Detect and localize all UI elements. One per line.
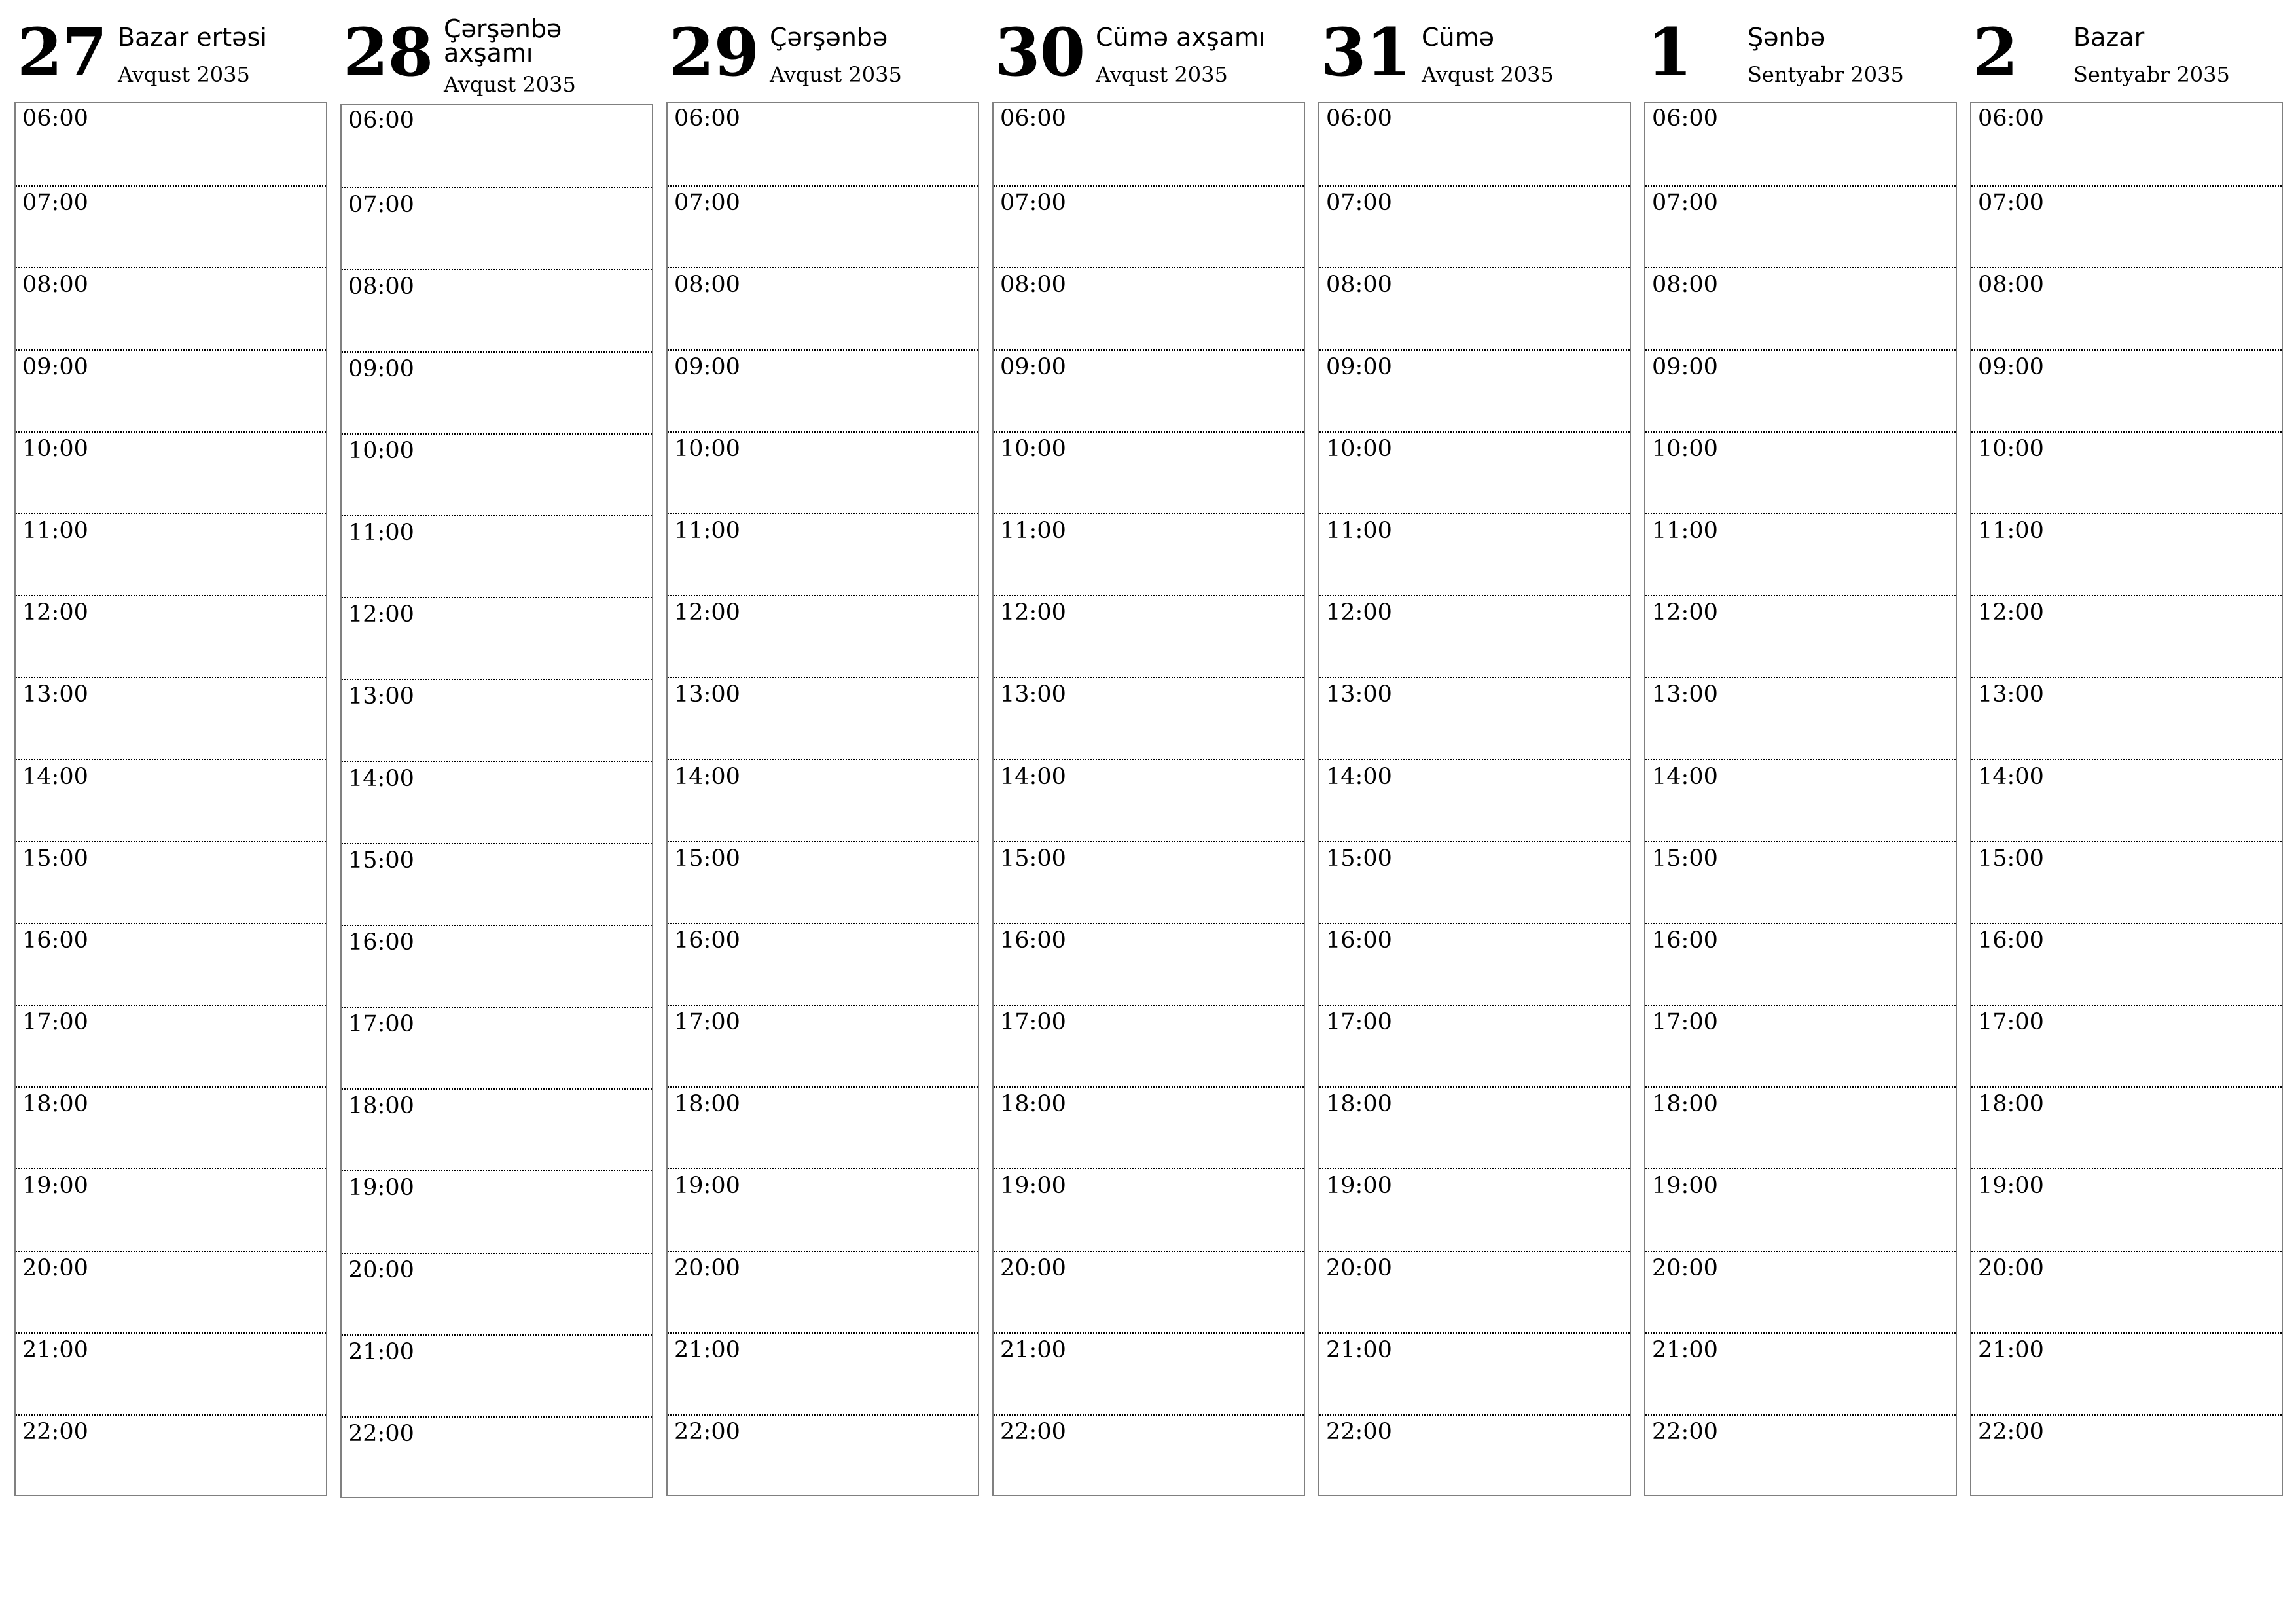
time-label: 14:00: [1978, 763, 2044, 790]
time-label: 18:00: [1326, 1091, 1392, 1118]
time-label: 10:00: [1326, 435, 1392, 462]
time-label: 15:00: [674, 845, 740, 872]
day-number: 28: [343, 14, 433, 91]
time-label: 06:00: [1326, 105, 1392, 132]
day-column: [1318, 0, 1631, 1445]
time-slot[interactable]: [668, 841, 978, 923]
time-label: 13:00: [1000, 681, 1066, 708]
time-label: 11:00: [348, 519, 414, 546]
time-slot[interactable]: [16, 923, 326, 1005]
time-slot[interactable]: [668, 1168, 978, 1250]
time-slot[interactable]: [1645, 349, 1956, 431]
time-label: 19:00: [674, 1173, 740, 1200]
time-slot[interactable]: [1319, 759, 1630, 841]
time-slot[interactable]: [1319, 431, 1630, 513]
time-label: 07:00: [22, 190, 88, 217]
time-label: 07:00: [1652, 190, 1718, 217]
time-slot[interactable]: [342, 269, 652, 351]
time-slot[interactable]: [1319, 513, 1630, 595]
month-year: Sentyabr 2035: [2073, 62, 2230, 87]
day-number: 1: [1647, 14, 1692, 91]
time-slot[interactable]: [16, 431, 326, 513]
time-label: 22:00: [1326, 1419, 1392, 1445]
day-column: [666, 0, 979, 1445]
time-slot[interactable]: [994, 431, 1304, 513]
time-label: 19:00: [348, 1175, 414, 1202]
time-slot[interactable]: [994, 1086, 1304, 1168]
time-slot[interactable]: [1319, 1168, 1630, 1250]
time-label: 11:00: [1652, 517, 1718, 544]
weekday-name: Çərşənbə: [770, 23, 888, 52]
time-label: 15:00: [1000, 845, 1066, 872]
time-label: 21:00: [22, 1336, 88, 1363]
time-label: 07:00: [1978, 190, 2044, 217]
time-slot[interactable]: [1971, 185, 2282, 267]
time-label: 11:00: [1326, 517, 1392, 544]
time-label: 17:00: [348, 1011, 414, 1038]
time-label: 17:00: [1000, 1009, 1066, 1036]
time-slot[interactable]: [668, 1251, 978, 1332]
time-slot[interactable]: [1971, 923, 2282, 1005]
time-label: 12:00: [348, 601, 414, 628]
time-slot[interactable]: [342, 679, 652, 760]
time-slot[interactable]: [1971, 267, 2282, 349]
time-label: 06:00: [1000, 105, 1066, 132]
time-label: 15:00: [1978, 845, 2044, 872]
time-label: 08:00: [348, 274, 414, 300]
time-slot[interactable]: [1645, 841, 1956, 923]
time-slot[interactable]: [342, 925, 652, 1007]
time-slot[interactable]: [668, 1086, 978, 1168]
time-label: 09:00: [1000, 353, 1066, 380]
time-label: 21:00: [1652, 1336, 1718, 1363]
time-label: 13:00: [1978, 681, 2044, 708]
time-slot[interactable]: [994, 1332, 1304, 1414]
time-label: 21:00: [1000, 1336, 1066, 1363]
time-label: 16:00: [22, 927, 88, 954]
time-label: 22:00: [1000, 1419, 1066, 1445]
time-slot[interactable]: [1971, 1414, 2282, 1496]
time-slot[interactable]: [1645, 1086, 1956, 1168]
time-label: 06:00: [674, 105, 740, 132]
time-slot[interactable]: [1645, 759, 1956, 841]
time-label: 14:00: [674, 763, 740, 790]
time-slot[interactable]: [16, 1414, 326, 1496]
time-label: 11:00: [674, 517, 740, 544]
time-label: 20:00: [1326, 1255, 1392, 1281]
time-label: 15:00: [348, 847, 414, 874]
time-label: 19:00: [22, 1173, 88, 1200]
time-label: 16:00: [1326, 927, 1392, 954]
time-label: 09:00: [1978, 353, 2044, 380]
time-slot[interactable]: [342, 761, 652, 843]
time-label: 15:00: [1326, 845, 1392, 872]
time-label: 06:00: [1978, 105, 2044, 132]
time-label: 13:00: [674, 681, 740, 708]
time-slot[interactable]: [668, 431, 978, 513]
time-label: 12:00: [22, 599, 88, 626]
time-label: 20:00: [1978, 1255, 2044, 1281]
time-slot[interactable]: [1971, 349, 2282, 431]
time-slot[interactable]: [1971, 677, 2282, 758]
time-label: 18:00: [674, 1091, 740, 1118]
time-slot[interactable]: [16, 677, 326, 758]
time-slot[interactable]: [1319, 1332, 1630, 1414]
time-label: 08:00: [1978, 272, 2044, 298]
time-slot[interactable]: [994, 103, 1304, 185]
time-label: 20:00: [1000, 1255, 1066, 1281]
time-label: 14:00: [1326, 763, 1392, 790]
hour-grid: [340, 104, 653, 1498]
day-header: [1644, 0, 1957, 102]
time-label: 14:00: [1652, 763, 1718, 790]
weekday-name: Cümə axşamı: [1096, 23, 1266, 52]
time-label: 11:00: [1000, 517, 1066, 544]
weekday-name: Çərşənbə axşamı: [444, 14, 562, 68]
time-label: 10:00: [348, 437, 414, 464]
time-slot[interactable]: [1645, 923, 1956, 1005]
time-slot[interactable]: [668, 103, 978, 185]
time-label: 06:00: [348, 107, 414, 134]
time-slot[interactable]: [1319, 1005, 1630, 1086]
day-header: [992, 0, 1305, 102]
weekday-name: Cümə: [1422, 23, 1495, 52]
day-column: [1644, 0, 1957, 1445]
time-slot[interactable]: [1971, 759, 2282, 841]
time-slot[interactable]: [1645, 1168, 1956, 1250]
time-slot[interactable]: [1645, 1414, 1956, 1496]
time-slot[interactable]: [1971, 1005, 2282, 1086]
time-slot[interactable]: [994, 267, 1304, 349]
hour-grid: [992, 102, 1305, 1496]
time-label: 08:00: [1652, 272, 1718, 298]
time-label: 13:00: [22, 681, 88, 708]
time-slot[interactable]: [1645, 595, 1956, 677]
time-slot[interactable]: [994, 185, 1304, 267]
time-slot[interactable]: [994, 1005, 1304, 1086]
time-slot[interactable]: [1645, 513, 1956, 595]
time-slot[interactable]: [342, 1170, 652, 1252]
time-slot[interactable]: [668, 677, 978, 758]
time-slot[interactable]: [668, 1332, 978, 1414]
month-year: Avqust 2035: [444, 72, 576, 97]
time-slot[interactable]: [16, 103, 326, 185]
time-slot[interactable]: [994, 349, 1304, 431]
time-label: 12:00: [674, 599, 740, 626]
time-label: 13:00: [1652, 681, 1718, 708]
time-label: 14:00: [348, 765, 414, 792]
time-label: 10:00: [22, 435, 88, 462]
time-label: 09:00: [22, 353, 88, 380]
time-slot[interactable]: [16, 513, 326, 595]
hour-grid: [14, 102, 327, 1496]
time-slot[interactable]: [1645, 185, 1956, 267]
time-slot[interactable]: [994, 841, 1304, 923]
month-year: Avqust 2035: [1422, 62, 1554, 87]
month-year: Avqust 2035: [770, 62, 902, 87]
time-slot[interactable]: [342, 1253, 652, 1334]
time-label: 19:00: [1652, 1173, 1718, 1200]
time-label: 15:00: [1652, 845, 1718, 872]
day-header: [14, 0, 327, 102]
time-label: 17:00: [1652, 1009, 1718, 1036]
time-slot[interactable]: [16, 1332, 326, 1414]
day-column: [992, 0, 1305, 1445]
time-slot[interactable]: [994, 1168, 1304, 1250]
time-label: 09:00: [1652, 353, 1718, 380]
time-label: 13:00: [348, 683, 414, 710]
time-label: 21:00: [674, 1336, 740, 1363]
time-slot[interactable]: [668, 595, 978, 677]
time-slot[interactable]: [1645, 1005, 1956, 1086]
day-header: [666, 0, 979, 102]
day-header: [1970, 0, 2283, 102]
time-slot[interactable]: [668, 1005, 978, 1086]
time-slot[interactable]: [1971, 1168, 2282, 1250]
time-slot[interactable]: [994, 1251, 1304, 1332]
weekday-name: Bazar ertəsi: [118, 23, 267, 52]
time-label: 19:00: [1326, 1173, 1392, 1200]
time-slot[interactable]: [1645, 431, 1956, 513]
time-label: 21:00: [1978, 1336, 2044, 1363]
time-label: 16:00: [1652, 927, 1718, 954]
time-label: 08:00: [1326, 272, 1392, 298]
time-label: 12:00: [1978, 599, 2044, 626]
time-slot[interactable]: [342, 1416, 652, 1498]
time-slot[interactable]: [16, 1005, 326, 1086]
time-slot[interactable]: [16, 267, 326, 349]
time-label: 18:00: [1978, 1091, 2044, 1118]
time-label: 10:00: [1000, 435, 1066, 462]
time-label: 16:00: [674, 927, 740, 954]
time-label: 06:00: [22, 105, 88, 132]
time-slot[interactable]: [342, 1334, 652, 1416]
time-label: 12:00: [1000, 599, 1066, 626]
month-year: Avqust 2035: [1096, 62, 1228, 87]
time-slot[interactable]: [1645, 267, 1956, 349]
time-slot[interactable]: [994, 677, 1304, 758]
time-slot[interactable]: [342, 187, 652, 269]
time-slot[interactable]: [1645, 1332, 1956, 1414]
time-slot[interactable]: [1319, 185, 1630, 267]
time-slot[interactable]: [668, 1414, 978, 1496]
weekday-name: Şənbə: [1748, 23, 1826, 52]
time-slot[interactable]: [1971, 595, 2282, 677]
time-slot[interactable]: [1319, 841, 1630, 923]
time-label: 18:00: [348, 1093, 414, 1120]
day-column: [340, 0, 653, 1447]
time-label: 16:00: [1000, 927, 1066, 954]
day-column: [14, 0, 327, 1445]
time-slot[interactable]: [16, 759, 326, 841]
time-label: 17:00: [1326, 1009, 1392, 1036]
time-slot[interactable]: [668, 349, 978, 431]
time-slot[interactable]: [668, 759, 978, 841]
day-header: [1318, 0, 1631, 102]
time-label: 18:00: [1652, 1091, 1718, 1118]
time-label: 10:00: [1652, 435, 1718, 462]
time-label: 08:00: [1000, 272, 1066, 298]
time-slot[interactable]: [994, 759, 1304, 841]
time-slot[interactable]: [994, 1414, 1304, 1496]
time-label: 09:00: [1326, 353, 1392, 380]
time-slot[interactable]: [1971, 1332, 2282, 1414]
day-number: 2: [1973, 14, 2018, 91]
time-slot[interactable]: [342, 597, 652, 679]
time-slot[interactable]: [1319, 1414, 1630, 1496]
time-label: 12:00: [1652, 599, 1718, 626]
time-label: 21:00: [348, 1338, 414, 1365]
time-label: 16:00: [348, 929, 414, 955]
time-slot[interactable]: [1319, 349, 1630, 431]
time-label: 22:00: [1652, 1419, 1718, 1445]
time-slot[interactable]: [1971, 513, 2282, 595]
time-slot[interactable]: [1971, 103, 2282, 185]
time-slot[interactable]: [1319, 1251, 1630, 1332]
time-slot[interactable]: [668, 267, 978, 349]
time-slot[interactable]: [342, 515, 652, 597]
time-slot[interactable]: [342, 351, 652, 433]
time-label: 13:00: [1326, 681, 1392, 708]
hour-grid: [1970, 102, 2283, 1496]
time-label: 18:00: [22, 1091, 88, 1118]
time-label: 07:00: [1326, 190, 1392, 217]
time-label: 07:00: [674, 190, 740, 217]
time-slot[interactable]: [1971, 1251, 2282, 1332]
time-slot[interactable]: [1645, 103, 1956, 185]
time-slot[interactable]: [16, 1086, 326, 1168]
time-label: 11:00: [22, 517, 88, 544]
day-header: [340, 0, 653, 102]
time-slot[interactable]: [1319, 923, 1630, 1005]
hour-grid: [1644, 102, 1957, 1496]
time-slot[interactable]: [1645, 1251, 1956, 1332]
time-slot[interactable]: [1319, 1086, 1630, 1168]
day-number: 31: [1321, 14, 1411, 91]
hour-grid: [1318, 102, 1631, 1496]
day-number: 29: [669, 14, 759, 91]
time-label: 22:00: [674, 1419, 740, 1445]
time-label: 20:00: [348, 1257, 414, 1283]
weekday-name: Bazar: [2073, 23, 2145, 52]
time-slot[interactable]: [1971, 431, 2282, 513]
time-label: 22:00: [1978, 1419, 2044, 1445]
time-slot[interactable]: [16, 1251, 326, 1332]
time-label: 10:00: [674, 435, 740, 462]
time-label: 07:00: [1000, 190, 1066, 217]
time-slot[interactable]: [16, 1168, 326, 1250]
time-slot[interactable]: [1645, 677, 1956, 758]
time-slot[interactable]: [16, 185, 326, 267]
time-label: 22:00: [22, 1419, 88, 1445]
time-label: 06:00: [1652, 105, 1718, 132]
time-label: 16:00: [1978, 927, 2044, 954]
time-slot[interactable]: [994, 513, 1304, 595]
time-slot[interactable]: [16, 349, 326, 431]
time-slot[interactable]: [342, 105, 652, 187]
time-label: 11:00: [1978, 517, 2044, 544]
time-slot[interactable]: [668, 513, 978, 595]
time-label: 14:00: [1000, 763, 1066, 790]
time-slot[interactable]: [342, 843, 652, 925]
time-label: 14:00: [22, 763, 88, 790]
time-label: 19:00: [1000, 1173, 1066, 1200]
hour-grid: [666, 102, 979, 1496]
time-label: 17:00: [674, 1009, 740, 1036]
time-slot[interactable]: [1319, 595, 1630, 677]
time-label: 20:00: [674, 1255, 740, 1281]
month-year: Sentyabr 2035: [1748, 62, 1904, 87]
time-label: 18:00: [1000, 1091, 1066, 1118]
time-label: 22:00: [348, 1421, 414, 1447]
day-number: 30: [995, 14, 1085, 91]
day-column: [1970, 0, 2283, 1445]
time-slot[interactable]: [16, 841, 326, 923]
time-label: 20:00: [1652, 1255, 1718, 1281]
time-slot[interactable]: [16, 595, 326, 677]
time-label: 07:00: [348, 192, 414, 219]
time-label: 17:00: [22, 1009, 88, 1036]
time-label: 08:00: [22, 272, 88, 298]
time-slot[interactable]: [994, 923, 1304, 1005]
time-label: 15:00: [22, 845, 88, 872]
time-label: 12:00: [1326, 599, 1392, 626]
time-slot[interactable]: [1971, 841, 2282, 923]
time-slot[interactable]: [1971, 1086, 2282, 1168]
time-slot[interactable]: [342, 1088, 652, 1170]
time-label: 17:00: [1978, 1009, 2044, 1036]
time-slot[interactable]: [1319, 267, 1630, 349]
day-number: 27: [17, 14, 107, 91]
time-slot[interactable]: [1319, 103, 1630, 185]
time-slot[interactable]: [342, 1007, 652, 1088]
time-label: 21:00: [1326, 1336, 1392, 1363]
time-label: 10:00: [1978, 435, 2044, 462]
time-slot[interactable]: [668, 185, 978, 267]
time-slot[interactable]: [668, 923, 978, 1005]
time-label: 20:00: [22, 1255, 88, 1281]
time-slot[interactable]: [994, 595, 1304, 677]
time-label: 09:00: [348, 355, 414, 382]
time-slot[interactable]: [1319, 677, 1630, 758]
time-slot[interactable]: [342, 433, 652, 515]
time-label: 09:00: [674, 353, 740, 380]
time-label: 19:00: [1978, 1173, 2044, 1200]
month-year: Avqust 2035: [118, 62, 250, 87]
time-label: 08:00: [674, 272, 740, 298]
